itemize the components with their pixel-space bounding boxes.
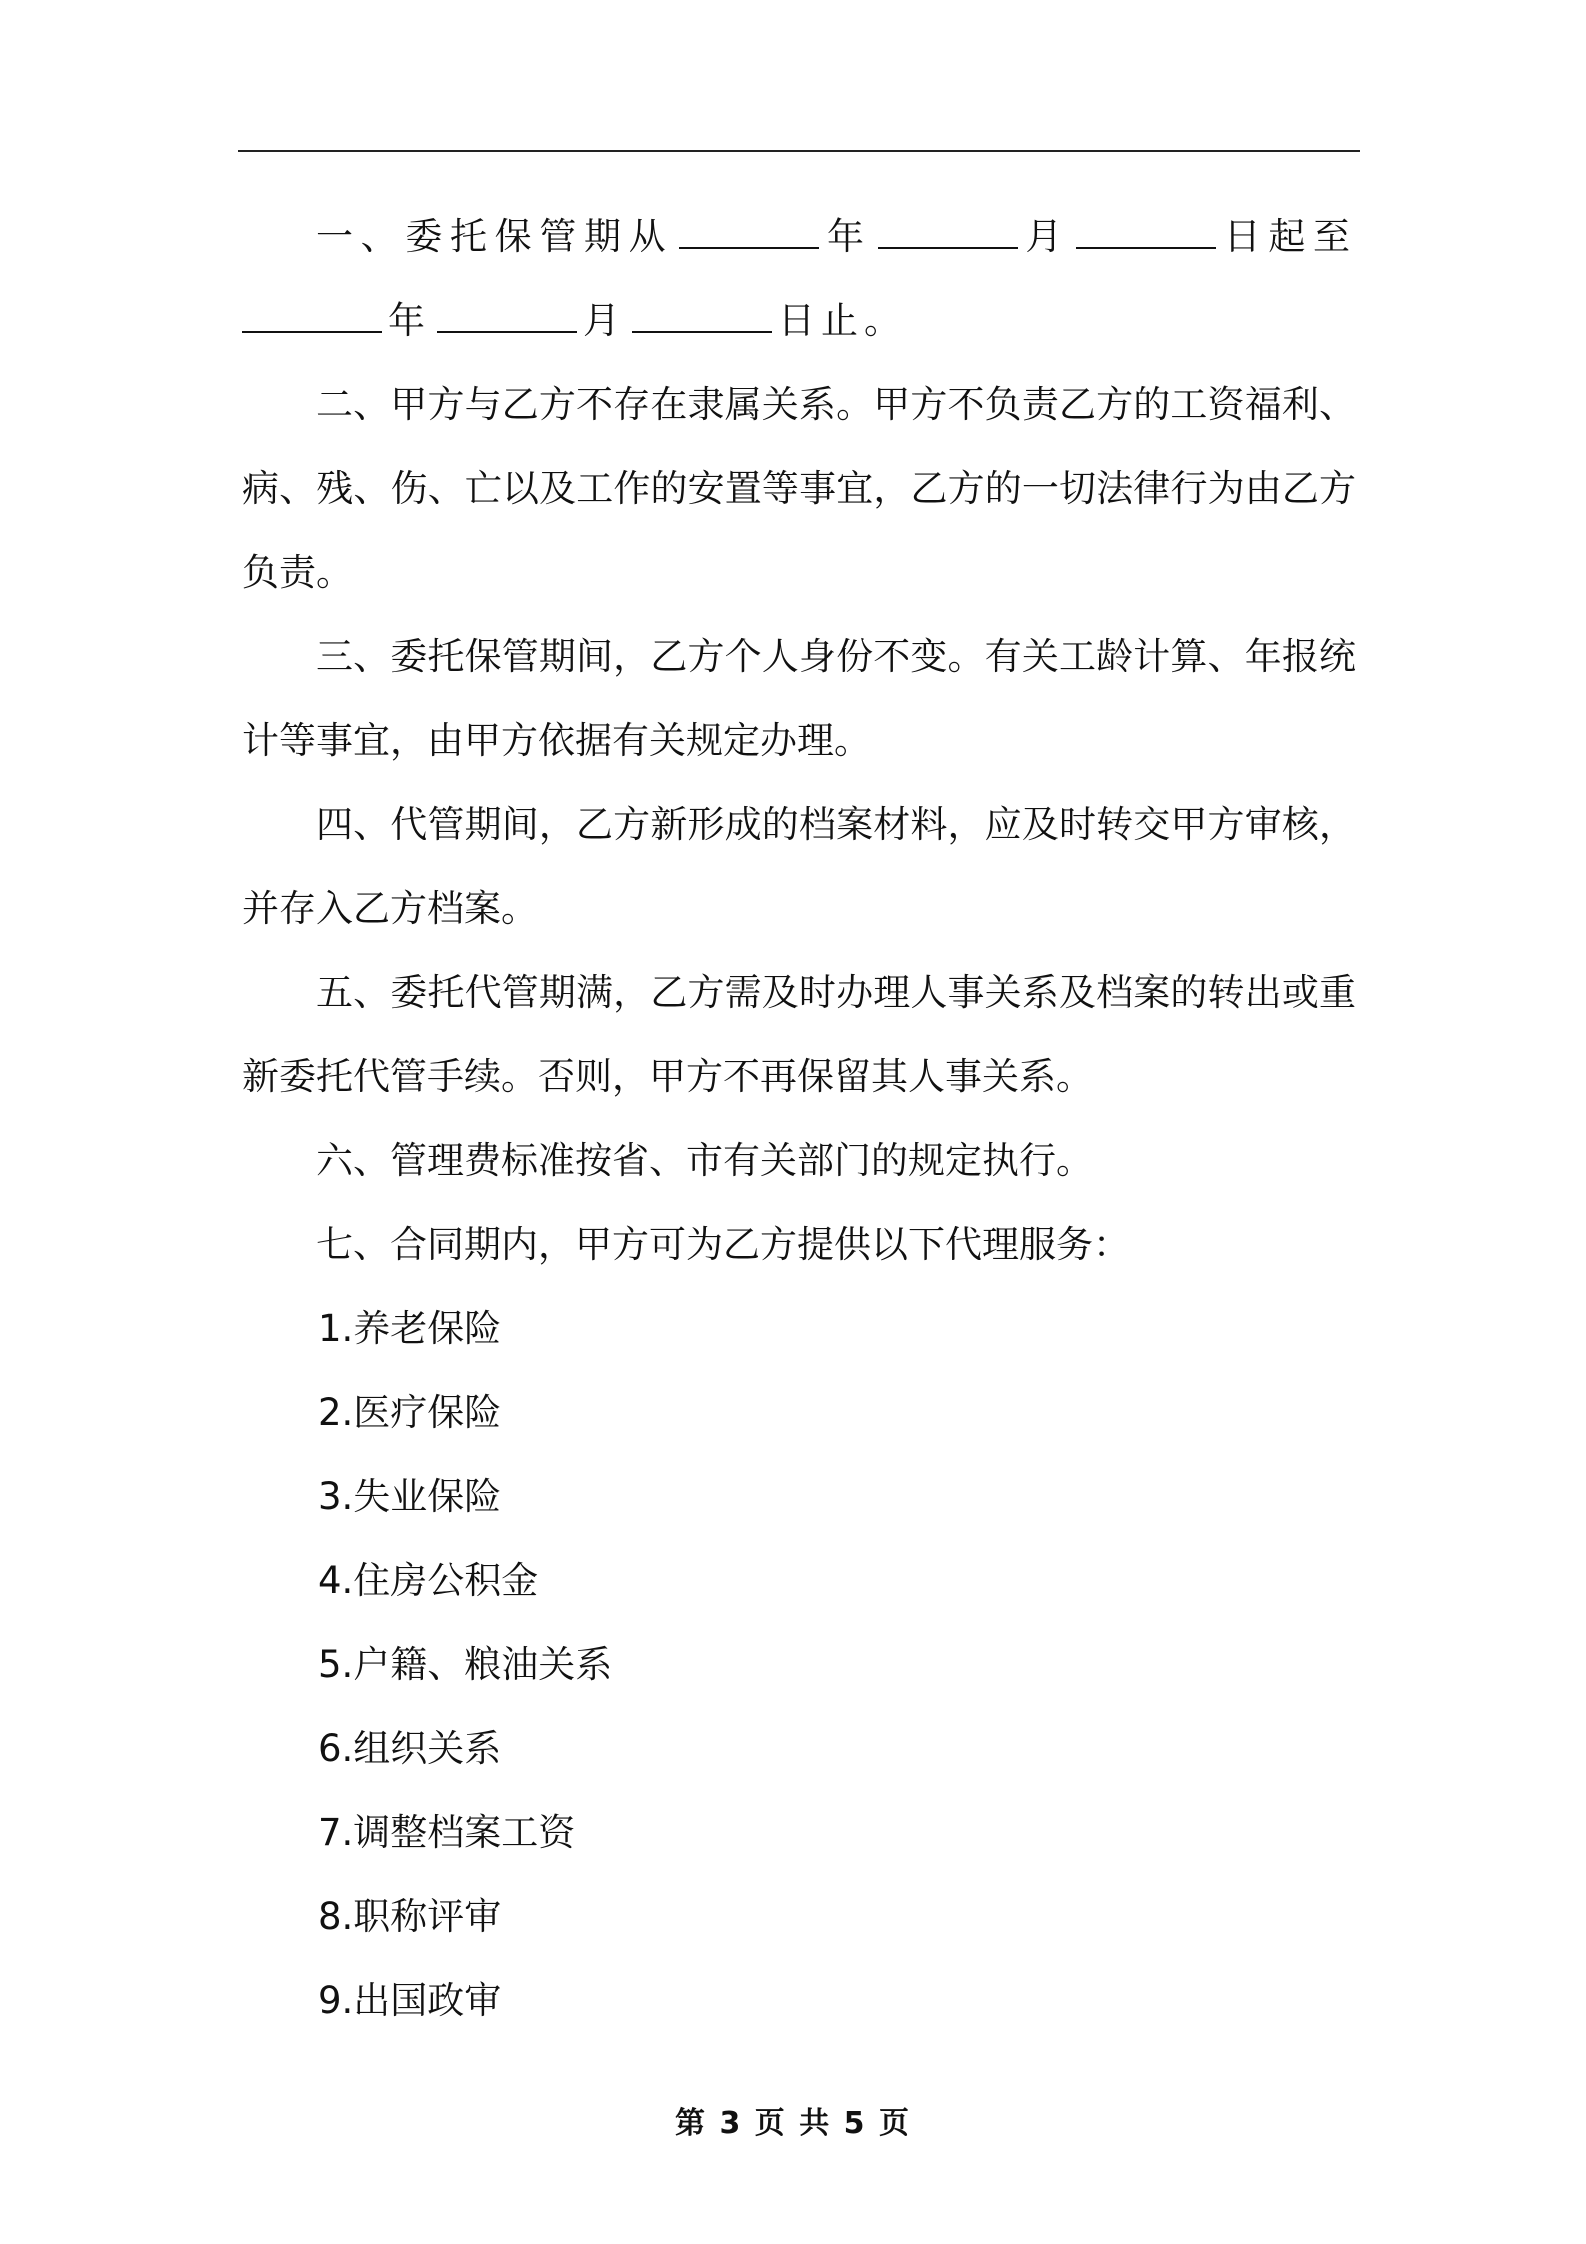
service-item: 8.职称评审 [318, 1895, 502, 1938]
clause-5: 五、委托代管期满，乙方需及时办理人事关系及档案的转出或重新委托代管手续。否则，甲方不再保留其人事关系。 [242, 971, 1356, 1098]
service-item: 9.出国政审 [318, 1979, 502, 2022]
clause-1-month-start: 月 [1023, 215, 1071, 258]
blank-year-end [242, 303, 382, 333]
header-rule [238, 150, 1360, 152]
clause-7: 七、合同期内，甲方可为乙方提供以下代理服务： [316, 1223, 1130, 1266]
clause-1-year-end: 年 [388, 299, 431, 342]
document-body [242, 195, 1356, 2043]
clause-1 [242, 195, 1356, 363]
clause-6: 六、管理费标准按省、市有关部门的规定执行。 [316, 1139, 1093, 1182]
clause-1-day-start: 日起至 [1222, 215, 1357, 258]
clause-2: 二、甲方与乙方不存在隶属关系。甲方不负责乙方的工资福利、病、残、伤、亡以及工作的安置等事宜，乙方的一切法律行为由乙方负责。 [242, 383, 1356, 594]
clause-3: 三、委托保管期间，乙方个人身份不变。有关工龄计算、年报统计等事宜，由甲方依据有关规定办理。 [242, 635, 1356, 762]
blank-year-start [679, 219, 819, 249]
blank-day-end [632, 303, 772, 333]
clause-4: 四、代管期间，乙方新形成的档案材料，应及时转交甲方审核，并存入乙方档案。 [242, 803, 1356, 930]
blank-month-end [437, 303, 577, 333]
service-item: 6.组织关系 [318, 1727, 502, 1770]
service-item: 4.住房公积金 [318, 1559, 539, 1602]
clause-1-day-end: 日止。 [778, 299, 907, 342]
clause-1-text-a: 一、委托保管期从 [316, 215, 674, 258]
service-item: 5.户籍、粮油关系 [318, 1643, 613, 1686]
page-number: 第 3 页 共 5 页 [675, 2106, 911, 2141]
clause-1-month-end: 月 [583, 299, 626, 342]
service-item: 7.调整档案工资 [318, 1811, 576, 1854]
blank-day-start [1076, 219, 1216, 249]
blank-month-start [878, 219, 1018, 249]
service-item: 3.失业保险 [318, 1475, 502, 1518]
clause-1-year-start: 年 [825, 215, 872, 258]
service-item: 1.养老保险 [318, 1307, 502, 1350]
service-item: 2.医疗保险 [318, 1391, 502, 1434]
